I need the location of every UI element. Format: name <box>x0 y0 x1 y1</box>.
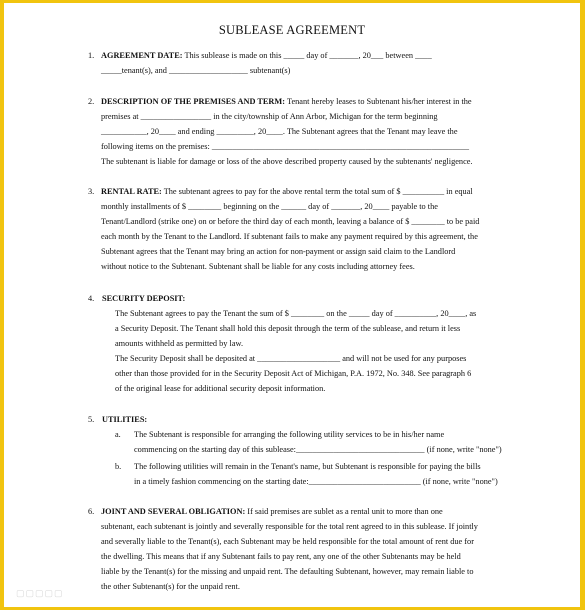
section-3-line-1: RENTAL RATE: The subtenant agrees to pay for the above rental term the total sum of $ __________ in equal <box>101 187 473 196</box>
section-6-number: 6. <box>88 507 95 516</box>
section-5-number: 5. <box>88 415 95 424</box>
section-4-heading-line <box>102 293 185 304</box>
section-2-line-4: following items on the premises: ______________________________________________________________ <box>101 142 470 151</box>
section-6-line-1: JOINT AND SEVERAL OBLIGATION: If said premises are sublet as a rental unit to more than one <box>101 507 443 516</box>
section-3-line-2: monthly installments of $ ________ beginning on the ______ day of _______, 20____ payable to the <box>101 202 438 211</box>
section-3-heading: RENTAL RATE: <box>101 187 162 196</box>
section-2-heading: DESCRIPTION OF THE PREMISES AND TERM: <box>101 97 286 106</box>
section-5-heading: UTILITIES: <box>102 415 148 424</box>
section-1-number: 1. <box>88 51 95 60</box>
section-6-line-3: and severally liable to the Tenant(s), each Subtenant may be held responsible for the total amount of rent due for <box>101 537 474 546</box>
section-4-heading: SECURITY DEPOSIT: <box>102 294 186 303</box>
section-2-line-1: DESCRIPTION OF THE PREMISES AND TERM: Tenant hereby leases to Subtenant his/her interest in the <box>101 97 472 106</box>
section-2-number: 2. <box>88 97 95 106</box>
section-1-line-2: _____tenant(s), and ___________________ subtenant(s) <box>101 66 291 75</box>
section-5b-line-2: in a timely fashion commencing on the starting date:___________________________ (if none, write "none") <box>134 477 498 486</box>
section-1-line-1: AGREEMENT DATE: This sublease is made on this _____ day of _______, 20___ between ____ <box>101 51 432 60</box>
watermark-logo: ▢▢▢▢▢ <box>16 588 64 598</box>
section-6-line-4: the dwelling. This means that if any Subtenant fails to pay rent, any one of the other Subtenants may be held <box>101 552 461 561</box>
section-5a-marker: a. <box>115 430 121 439</box>
section-1-heading: AGREEMENT DATE: <box>101 51 183 60</box>
section-6-heading: JOINT AND SEVERAL OBLIGATION: <box>101 507 246 516</box>
section-3-line-4: each month by the Tenant to the Landlord. If subtenant fails to make any payment required by this agreement, the <box>101 232 478 241</box>
section-5-heading-line <box>102 414 147 425</box>
section-4-line-4: The Security Deposit shall be deposited at ____________________ and will not be used for any purposes <box>115 354 467 363</box>
section-3-number: 3. <box>88 187 95 196</box>
section-4-line-2: a Security Deposit. The Tenant shall hold this deposit through the term of the sublease, and return it less <box>115 324 461 333</box>
section-3-line-3: Tenant/Landlord (strike one) on or before the third day of each month, leaving a balance of $ ________ to be paid <box>101 217 480 226</box>
section-2-line-3: ___________, 20____ and ending _________, 20____. The Subtenant agrees that the Tenant may leave the <box>101 127 458 136</box>
document-title: SUBLEASE AGREEMENT <box>218 23 366 37</box>
section-4-line-5: other than those provided for in the Security Deposit Act of Michigan, P.A. 1972, No. 348. See paragraph 6 <box>115 369 472 378</box>
section-4-line-1: The Subtenant agrees to pay the Tenant the sum of $ ________ on the _____ day of __________, 20____, as <box>115 309 477 318</box>
section-6-line-5: liable by the Tenant(s) for the missing and unpaid rent. The defaulting Subtenant, however, may remain liable to <box>101 567 474 576</box>
section-5a-line-1: The Subtenant is responsible for arranging the following utility services to be in his/her name <box>134 430 445 439</box>
section-2-line-2: premises at _________________ in the city/township of Ann Arbor, Michigan for the term beginning <box>101 112 438 121</box>
section-6-line-6: the other Subtenant(s) for the unpaid rent. <box>101 582 240 591</box>
section-4-line-3: amounts withheld as permitted by law. <box>115 339 244 348</box>
section-5b-line-1: The following utilities will remain in the Tenant's name, but Subtenant is responsible for paying the bills <box>134 462 481 471</box>
section-5b-marker: b. <box>115 462 122 471</box>
section-6-line-2: subtenant, each subtenant is jointly and severally responsible for the total rent agreed to in this sublease. If jointly <box>101 522 478 531</box>
section-3-line-5: Subtenant agrees that the Tenant may bring an action for non-payment or assign said claim to the Landlord <box>101 247 456 256</box>
section-5a-line-2: commencing on the starting day of this sublease:_______________________________ (if none, write "none") <box>134 445 502 454</box>
section-2-line-5: The subtenant is liable for damage or loss of the above described property caused by the subtenants' negligence. <box>101 157 473 166</box>
document-page <box>4 3 580 607</box>
section-4-number: 4. <box>88 294 95 303</box>
section-3-line-6: without notice to the Subtenant. Subtenant shall be liable for any costs including attorney fees. <box>101 262 415 271</box>
section-4-line-6: of the original lease for additional security deposit information. <box>115 384 326 393</box>
